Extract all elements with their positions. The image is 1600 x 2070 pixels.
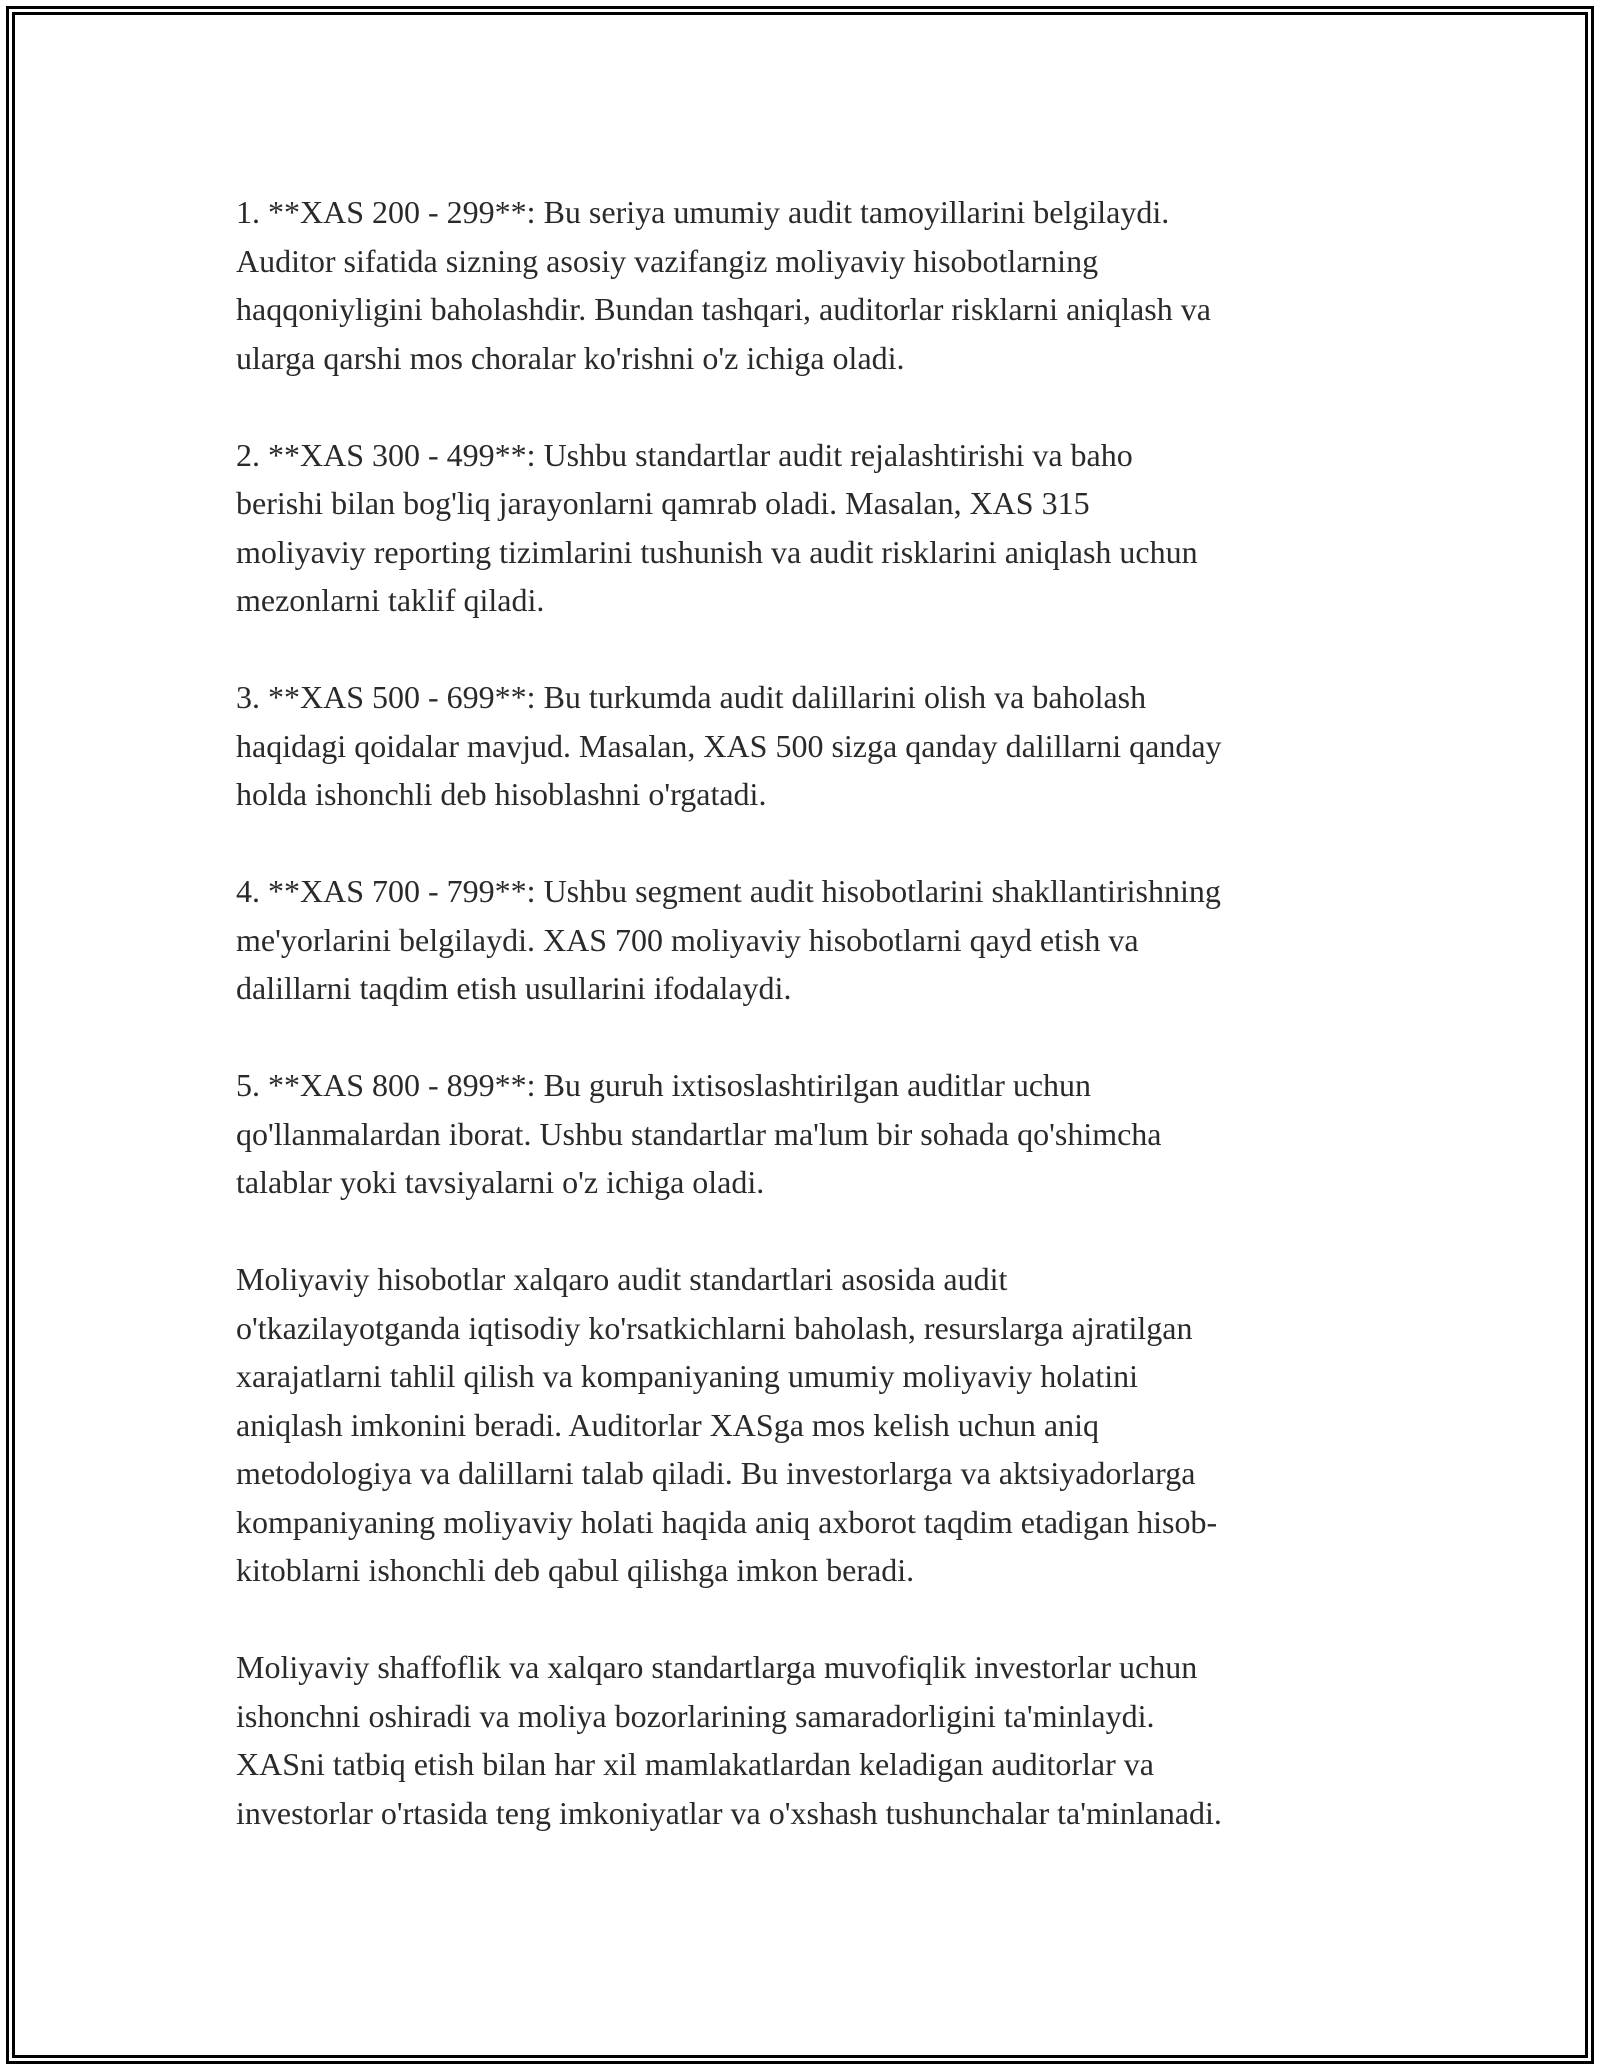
paragraph-xas-500-699 — [236, 673, 1376, 819]
text-line: investorlar o'rtasida teng imkoniyatlar va o'xshash tushunchalar ta'minlanadi. — [236, 1794, 1222, 1831]
text-line: o'tkazilayotganda iqtisodiy ko'rsatkichlarni baholash, resurslarga ajratilgan — [236, 1309, 1193, 1346]
text-line: talablar yoki tavsiyalarni o'z ichiga oladi. — [236, 1164, 765, 1200]
paragraph-xas-800-899 — [236, 1061, 1376, 1207]
paragraph-audit-summary — [236, 1255, 1376, 1595]
text-line: kitoblarni ishonchli deb qabul qilishga imkon beradi. — [236, 1552, 915, 1588]
text-line: dalillarni taqdim etish usullarini ifodalaydi. — [236, 970, 792, 1006]
text-line: mezonlarni taklif qiladi. — [236, 582, 545, 618]
text-line: aniqlash imkonini beradi. Auditorlar XASga mos kelish uchun aniq — [236, 1406, 1099, 1443]
text-line: 5. **XAS 800 - 899**: Bu guruh ixtisoslashtirilgan auditlar uchun — [236, 1067, 1092, 1103]
document-body — [236, 188, 1376, 1886]
text-line: Moliyaviy shaffoflik va xalqaro standartlarga muvofiqlik investorlar uchun — [236, 1649, 1198, 1685]
text-line: berishi bilan bog'liq jarayonlarni qamrab oladi. Masalan, XAS 315 — [236, 485, 1090, 521]
text-line: XASni tatbiq etish bilan har xil mamlakatlardan keladigan auditorlar va — [236, 1746, 1154, 1782]
text-line: qo'llanmalardan iborat. Ushbu standartlar ma'lum bir sohada qo'shimcha — [236, 1115, 1162, 1152]
text-line: haqidagi qoidalar mavjud. Masalan, XAS 500 sizga qanday dalillarni qanday — [236, 727, 1222, 764]
paragraph-xas-700-799 — [236, 867, 1376, 1013]
paragraph-transparency-conclusion — [236, 1643, 1376, 1837]
text-line: me'yorlarini belgilaydi. XAS 700 moliyaviy hisobotlarni qayd etish va — [236, 921, 1139, 958]
text-line: ularga qarshi mos choralar ko'rishni o'z ichiga oladi. — [236, 339, 905, 376]
text-line: 1. **XAS 200 - 299**: Bu seriya umumiy audit tamoyillarini belgilaydi. — [236, 194, 1170, 230]
text-line: 3. **XAS 500 - 699**: Bu turkumda audit dalillarini olish va baholash — [236, 679, 1147, 715]
text-line: Auditor sifatida sizning asosiy vazifangiz moliyaviy hisobotlarning — [236, 242, 1099, 279]
text-line: Moliyaviy hisobotlar xalqaro audit standartlari asosida audit — [236, 1261, 1008, 1297]
text-line: ishonchni oshiradi va moliya bozorlarining samaradorligini ta'minlaydi. — [236, 1697, 1155, 1734]
text-line: holda ishonchli deb hisoblashni o'rgatadi. — [236, 776, 767, 812]
text-line: haqqoniyligini baholashdir. Bundan tashqari, auditorlar risklarni aniqlash va — [236, 291, 1211, 327]
text-line: kompaniyaning moliyaviy holati haqida aniq axborot taqdim etadigan hisob- — [236, 1503, 1218, 1540]
text-line: xarajatlarni tahlil qilish va kompaniyaning umumiy moliyaviy holatini — [236, 1358, 1139, 1394]
text-line: 2. **XAS 300 - 499**: Ushbu standartlar audit rejalashtirishi va baho — [236, 436, 1133, 473]
text-line: 4. **XAS 700 - 799**: Ushbu segment audit hisobotlarini shakllantirishning — [236, 873, 1221, 909]
paragraph-xas-300-499 — [236, 431, 1376, 625]
paragraph-xas-200-299 — [236, 188, 1376, 382]
text-line: metodologiya va dalillarni talab qiladi. Bu investorlarga va aktsiyadorlarga — [236, 1455, 1196, 1491]
text-line: moliyaviy reporting tizimlarini tushunish va audit risklarini aniqlash uchun — [236, 533, 1198, 570]
